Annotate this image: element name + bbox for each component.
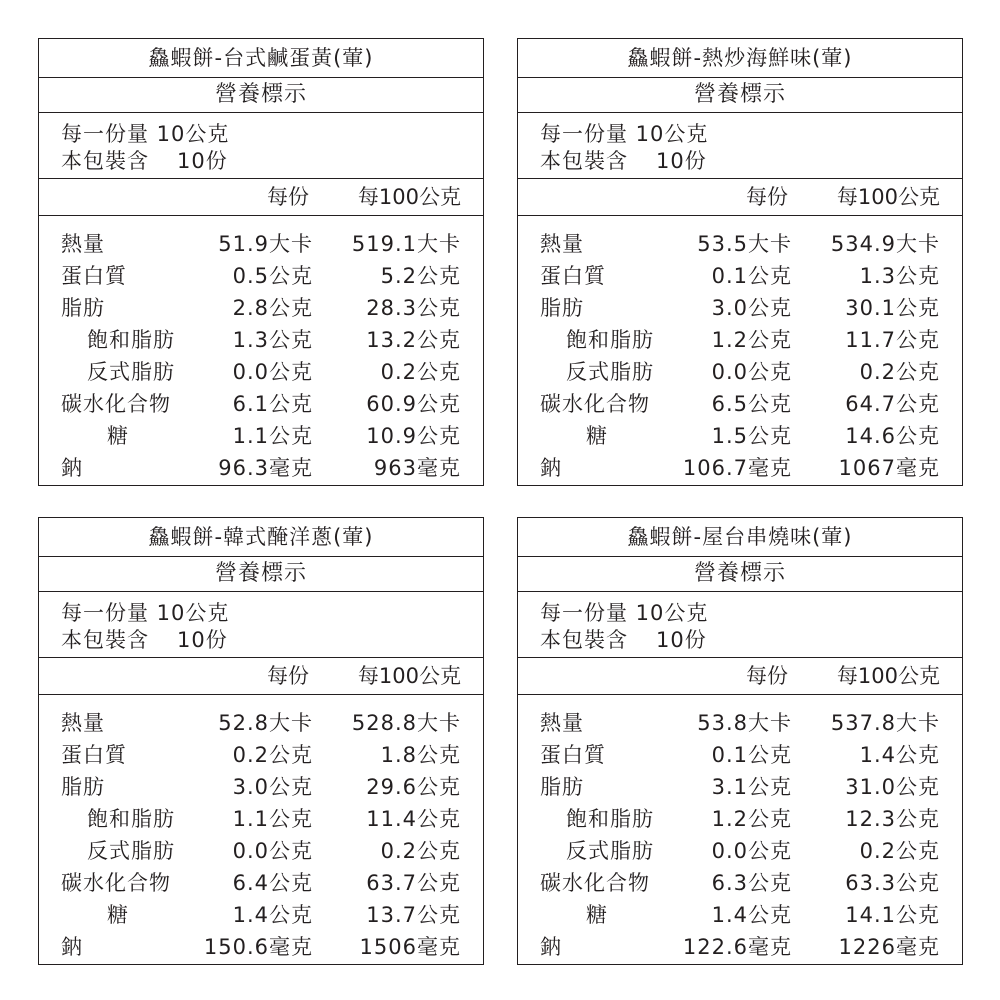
value-per-serving: 3.0公克 bbox=[232, 775, 313, 799]
value-per-100g: 11.7公克 bbox=[845, 328, 940, 352]
value-per-serving: 0.1公克 bbox=[711, 743, 792, 767]
value-per-100g: 537.8大卡 bbox=[830, 711, 940, 735]
nutrient-name: 碳水化合物 bbox=[61, 392, 171, 416]
nutrient-row-carbohydrate bbox=[39, 388, 483, 420]
nutrient-row-protein bbox=[518, 260, 962, 292]
column-header bbox=[518, 179, 962, 216]
nutrient-row-fat bbox=[39, 771, 483, 803]
value-per-100g: 1.4公克 bbox=[859, 743, 940, 767]
col-per-100g: 每100公克 bbox=[836, 185, 940, 209]
nutrient-name: 碳水化合物 bbox=[61, 871, 171, 895]
package-label: 本包裝含 bbox=[61, 149, 149, 173]
label-title: 鱻蝦餅-熱炒海鮮味(葷) bbox=[518, 39, 962, 78]
serving-info bbox=[39, 592, 483, 658]
nutrient-name: 碳水化合物 bbox=[540, 392, 650, 416]
value-per-100g: 63.7公克 bbox=[366, 871, 461, 895]
nutrient-name: 蛋白質 bbox=[61, 264, 127, 288]
value-per-100g: 528.8大卡 bbox=[351, 711, 461, 735]
value-per-100g: 29.6公克 bbox=[366, 775, 461, 799]
column-header bbox=[39, 179, 483, 216]
value-per-100g: 12.3公克 bbox=[845, 807, 940, 831]
package-count: 10份 bbox=[656, 628, 707, 652]
nutrient-name: 糖 bbox=[107, 424, 129, 448]
nutrient-row-carbohydrate bbox=[518, 388, 962, 420]
value-per-100g: 30.1公克 bbox=[845, 296, 940, 320]
value-per-serving: 53.8大卡 bbox=[697, 711, 792, 735]
nutrient-name: 鈉 bbox=[540, 935, 562, 959]
value-per-serving: 122.6毫克 bbox=[682, 935, 792, 959]
value-per-serving: 0.0公克 bbox=[711, 839, 792, 863]
value-per-100g: 0.2公克 bbox=[859, 839, 940, 863]
value-per-serving: 3.1公克 bbox=[711, 775, 792, 799]
nutrient-row-fat bbox=[39, 292, 483, 324]
serving-size: 每一份量 10公克 bbox=[540, 122, 709, 146]
value-per-serving: 0.1公克 bbox=[711, 264, 792, 288]
nutrient-name: 熱量 bbox=[61, 711, 105, 735]
serving-info bbox=[518, 113, 962, 179]
value-per-serving: 6.1公克 bbox=[232, 392, 313, 416]
nutrient-row-sodium bbox=[518, 931, 962, 963]
value-per-100g: 534.9大卡 bbox=[830, 232, 940, 256]
value-per-100g: 14.1公克 bbox=[845, 903, 940, 927]
nutrient-name: 蛋白質 bbox=[540, 264, 606, 288]
nutrient-name: 鈉 bbox=[540, 456, 562, 480]
package-info bbox=[540, 148, 962, 175]
nutrient-row-calories bbox=[39, 228, 483, 260]
nutrient-rows bbox=[39, 216, 483, 484]
col-per-serving: 每份 bbox=[746, 185, 788, 209]
value-per-100g: 1067毫克 bbox=[838, 456, 940, 480]
nutrient-row-carbohydrate bbox=[39, 867, 483, 899]
package-count: 10份 bbox=[177, 149, 228, 173]
value-per-serving: 1.2公克 bbox=[711, 807, 792, 831]
package-label: 本包裝含 bbox=[540, 628, 628, 652]
nutrient-name: 飽和脂肪 bbox=[87, 328, 175, 352]
value-per-serving: 106.7毫克 bbox=[682, 456, 792, 480]
nutrient-rows bbox=[39, 695, 483, 963]
nutrient-row-saturated-fat bbox=[518, 803, 962, 835]
label-title: 鱻蝦餅-屋台串燒味(葷) bbox=[518, 518, 962, 557]
label-heading: 營養標示 bbox=[518, 78, 962, 113]
serving-info bbox=[39, 113, 483, 179]
value-per-100g: 1.8公克 bbox=[380, 743, 461, 767]
col-per-100g: 每100公克 bbox=[357, 185, 461, 209]
nutrient-name: 熱量 bbox=[61, 232, 105, 256]
nutrient-row-calories bbox=[518, 707, 962, 739]
value-per-100g: 0.2公克 bbox=[859, 360, 940, 384]
nutrient-name: 反式脂肪 bbox=[566, 360, 654, 384]
nutrient-row-protein bbox=[518, 739, 962, 771]
nutrient-name: 脂肪 bbox=[540, 775, 584, 799]
nutrient-name: 脂肪 bbox=[540, 296, 584, 320]
nutrient-row-trans-fat bbox=[518, 356, 962, 388]
nutrient-name: 反式脂肪 bbox=[87, 839, 175, 863]
package-info bbox=[61, 148, 483, 175]
nutrient-name: 脂肪 bbox=[61, 775, 105, 799]
package-label: 本包裝含 bbox=[540, 149, 628, 173]
nutrient-name: 飽和脂肪 bbox=[566, 807, 654, 831]
value-per-serving: 0.0公克 bbox=[232, 360, 313, 384]
nutrient-row-sodium bbox=[518, 452, 962, 484]
nutrient-row-saturated-fat bbox=[39, 803, 483, 835]
value-per-serving: 150.6毫克 bbox=[203, 935, 313, 959]
nutrient-row-fat bbox=[518, 292, 962, 324]
value-per-serving: 6.4公克 bbox=[232, 871, 313, 895]
nutrition-label-2 bbox=[517, 38, 963, 486]
value-per-100g: 10.9公克 bbox=[366, 424, 461, 448]
package-label: 本包裝含 bbox=[61, 628, 149, 652]
value-per-100g: 1506毫克 bbox=[359, 935, 461, 959]
nutrient-rows bbox=[518, 695, 962, 963]
nutrient-name: 反式脂肪 bbox=[87, 360, 175, 384]
nutrient-name: 熱量 bbox=[540, 232, 584, 256]
col-per-serving: 每份 bbox=[267, 185, 309, 209]
nutrient-name: 飽和脂肪 bbox=[87, 807, 175, 831]
value-per-serving: 53.5大卡 bbox=[697, 232, 792, 256]
value-per-serving: 0.0公克 bbox=[232, 839, 313, 863]
nutrient-rows bbox=[518, 216, 962, 484]
nutrient-name: 蛋白質 bbox=[540, 743, 606, 767]
value-per-serving: 1.1公克 bbox=[232, 424, 313, 448]
value-per-100g: 13.7公克 bbox=[366, 903, 461, 927]
nutrient-row-trans-fat bbox=[518, 835, 962, 867]
col-per-serving: 每份 bbox=[267, 664, 309, 688]
value-per-100g: 11.4公克 bbox=[366, 807, 461, 831]
value-per-100g: 1226毫克 bbox=[838, 935, 940, 959]
column-header bbox=[39, 658, 483, 695]
nutrient-name: 反式脂肪 bbox=[566, 839, 654, 863]
col-per-100g: 每100公克 bbox=[357, 664, 461, 688]
value-per-serving: 6.5公克 bbox=[711, 392, 792, 416]
nutrient-name: 脂肪 bbox=[61, 296, 105, 320]
nutrient-name: 糖 bbox=[586, 903, 608, 927]
nutrient-row-trans-fat bbox=[39, 835, 483, 867]
nutrient-row-fat bbox=[518, 771, 962, 803]
value-per-100g: 13.2公克 bbox=[366, 328, 461, 352]
nutrient-row-sugar bbox=[518, 420, 962, 452]
value-per-serving: 1.4公克 bbox=[711, 903, 792, 927]
nutrient-row-sugar bbox=[39, 420, 483, 452]
value-per-100g: 28.3公克 bbox=[366, 296, 461, 320]
value-per-100g: 0.2公克 bbox=[380, 360, 461, 384]
nutrient-name: 糖 bbox=[107, 903, 129, 927]
value-per-serving: 1.5公克 bbox=[711, 424, 792, 448]
value-per-100g: 0.2公克 bbox=[380, 839, 461, 863]
value-per-100g: 1.3公克 bbox=[859, 264, 940, 288]
value-per-serving: 6.3公克 bbox=[711, 871, 792, 895]
nutrient-name: 鈉 bbox=[61, 456, 83, 480]
value-per-serving: 0.0公克 bbox=[711, 360, 792, 384]
nutrient-row-calories bbox=[518, 228, 962, 260]
value-per-serving: 96.3毫克 bbox=[218, 456, 313, 480]
package-info bbox=[61, 627, 483, 654]
nutrient-row-trans-fat bbox=[39, 356, 483, 388]
nutrient-name: 熱量 bbox=[540, 711, 584, 735]
nutrient-name: 碳水化合物 bbox=[540, 871, 650, 895]
package-count: 10份 bbox=[656, 149, 707, 173]
value-per-serving: 0.2公克 bbox=[232, 743, 313, 767]
serving-size: 每一份量 10公克 bbox=[61, 122, 230, 146]
value-per-100g: 14.6公克 bbox=[845, 424, 940, 448]
serving-info bbox=[518, 592, 962, 658]
serving-size: 每一份量 10公克 bbox=[540, 601, 709, 625]
serving-size: 每一份量 10公克 bbox=[61, 601, 230, 625]
value-per-100g: 63.3公克 bbox=[845, 871, 940, 895]
value-per-100g: 64.7公克 bbox=[845, 392, 940, 416]
column-header bbox=[518, 658, 962, 695]
nutrient-row-protein bbox=[39, 260, 483, 292]
nutrient-row-sodium bbox=[39, 452, 483, 484]
package-info bbox=[540, 627, 962, 654]
nutrient-row-saturated-fat bbox=[518, 324, 962, 356]
value-per-100g: 963毫克 bbox=[373, 456, 461, 480]
nutrient-name: 鈉 bbox=[61, 935, 83, 959]
value-per-100g: 31.0公克 bbox=[845, 775, 940, 799]
label-heading: 營養標示 bbox=[39, 557, 483, 592]
nutrition-label-4 bbox=[517, 517, 963, 965]
nutrient-name: 糖 bbox=[586, 424, 608, 448]
nutrient-name: 蛋白質 bbox=[61, 743, 127, 767]
col-per-100g: 每100公克 bbox=[836, 664, 940, 688]
value-per-100g: 60.9公克 bbox=[366, 392, 461, 416]
value-per-serving: 52.8大卡 bbox=[218, 711, 313, 735]
value-per-serving: 3.0公克 bbox=[711, 296, 792, 320]
label-title: 鱻蝦餅-台式鹹蛋黃(葷) bbox=[39, 39, 483, 78]
value-per-100g: 5.2公克 bbox=[380, 264, 461, 288]
value-per-serving: 1.2公克 bbox=[711, 328, 792, 352]
nutrient-row-saturated-fat bbox=[39, 324, 483, 356]
value-per-100g: 519.1大卡 bbox=[351, 232, 461, 256]
label-title: 鱻蝦餅-韓式醃洋蔥(葷) bbox=[39, 518, 483, 557]
nutrition-label-3 bbox=[38, 517, 484, 965]
nutrient-row-carbohydrate bbox=[518, 867, 962, 899]
nutrient-row-calories bbox=[39, 707, 483, 739]
nutrient-row-sugar bbox=[39, 899, 483, 931]
value-per-serving: 1.3公克 bbox=[232, 328, 313, 352]
nutrient-row-protein bbox=[39, 739, 483, 771]
package-count: 10份 bbox=[177, 628, 228, 652]
nutrient-row-sugar bbox=[518, 899, 962, 931]
value-per-serving: 2.8公克 bbox=[232, 296, 313, 320]
value-per-serving: 51.9大卡 bbox=[218, 232, 313, 256]
label-heading: 營養標示 bbox=[518, 557, 962, 592]
value-per-serving: 1.4公克 bbox=[232, 903, 313, 927]
col-per-serving: 每份 bbox=[746, 664, 788, 688]
value-per-serving: 1.1公克 bbox=[232, 807, 313, 831]
nutrient-row-sodium bbox=[39, 931, 483, 963]
nutrient-name: 飽和脂肪 bbox=[566, 328, 654, 352]
label-heading: 營養標示 bbox=[39, 78, 483, 113]
nutrition-label-1 bbox=[38, 38, 484, 486]
value-per-serving: 0.5公克 bbox=[232, 264, 313, 288]
